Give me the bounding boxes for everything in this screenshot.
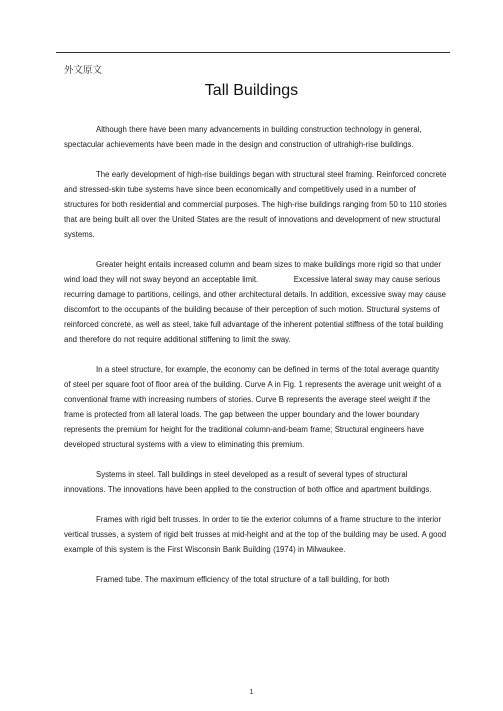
paragraph: In a steel structure, for example, the economy can be defined in terms of the total average quantity of steel per square foot of floor area of the building. Curve A in Fig. 1 represents the average unit weight of a conventional frame with increasing numbers of stories. Curve B represents the average steel weight if the frame is protected from all lateral loads. The gap between the upper boundary and the lower boundary represents the premium for height for the traditional column-and-beam frame; Structural engineers have developed structural systems with a view to eliminating this premium. bbox=[64, 365, 442, 449]
paragraph: Systems in steel. Tall buildings in steel developed as a result of several types of structural innovations. The innovations have been applied to the construction of both office and apartment buildings. bbox=[64, 470, 432, 494]
paragraph: Frames with rigid belt trusses. In order to tie the exterior columns of a frame structure to the interior vertical trusses, a system of rigid belt trusses at mid-height and at the top of the building may be used. A good example of this system is the First Wisconsin Bank Building (1974) in Milwaukee. bbox=[64, 515, 447, 554]
document-body bbox=[64, 122, 447, 602]
paragraph: Although there have been many advancements in building construction technology in general, spectacular achievements have been made in the design and construction of ultrahigh-rise buildings. bbox=[64, 125, 422, 149]
paragraph: The early development of high-rise buildings began with structural steel framing. Reinforced concrete and stressed-skin tube systems have since been economically and competitively used in a number of structures for both residential and commercial purposes. The high-rise buildings ranging from 50 to 110 stories that are being built all over the United States are the result of innovations and development of new structural systems. bbox=[64, 170, 447, 239]
document-title: Tall Buildings bbox=[204, 82, 299, 99]
header-rule bbox=[56, 52, 450, 53]
page-number: 1 bbox=[249, 687, 254, 696]
paragraph: Greater height entails increased column and beam sizes to make buildings more rigid so that under wind load they will not sway beyond an acceptable limit. Excessive lateral sway may cause serious recurring damage to partitions, ceilings, and other architectural details. In addition, excessive sway may cause discomfort to the occupants of the building because of their perception of such motion. Structural systems of reinforced concrete, as well as steel, take full advantage of the inherent potential stiffness of the total building and therefore do not require additional stiffening to limit the sway. bbox=[64, 260, 449, 344]
header-label: 外文原文 bbox=[64, 65, 103, 76]
paragraph: Framed tube. The maximum efficiency of the total structure of a tall building, for both bbox=[96, 575, 390, 584]
